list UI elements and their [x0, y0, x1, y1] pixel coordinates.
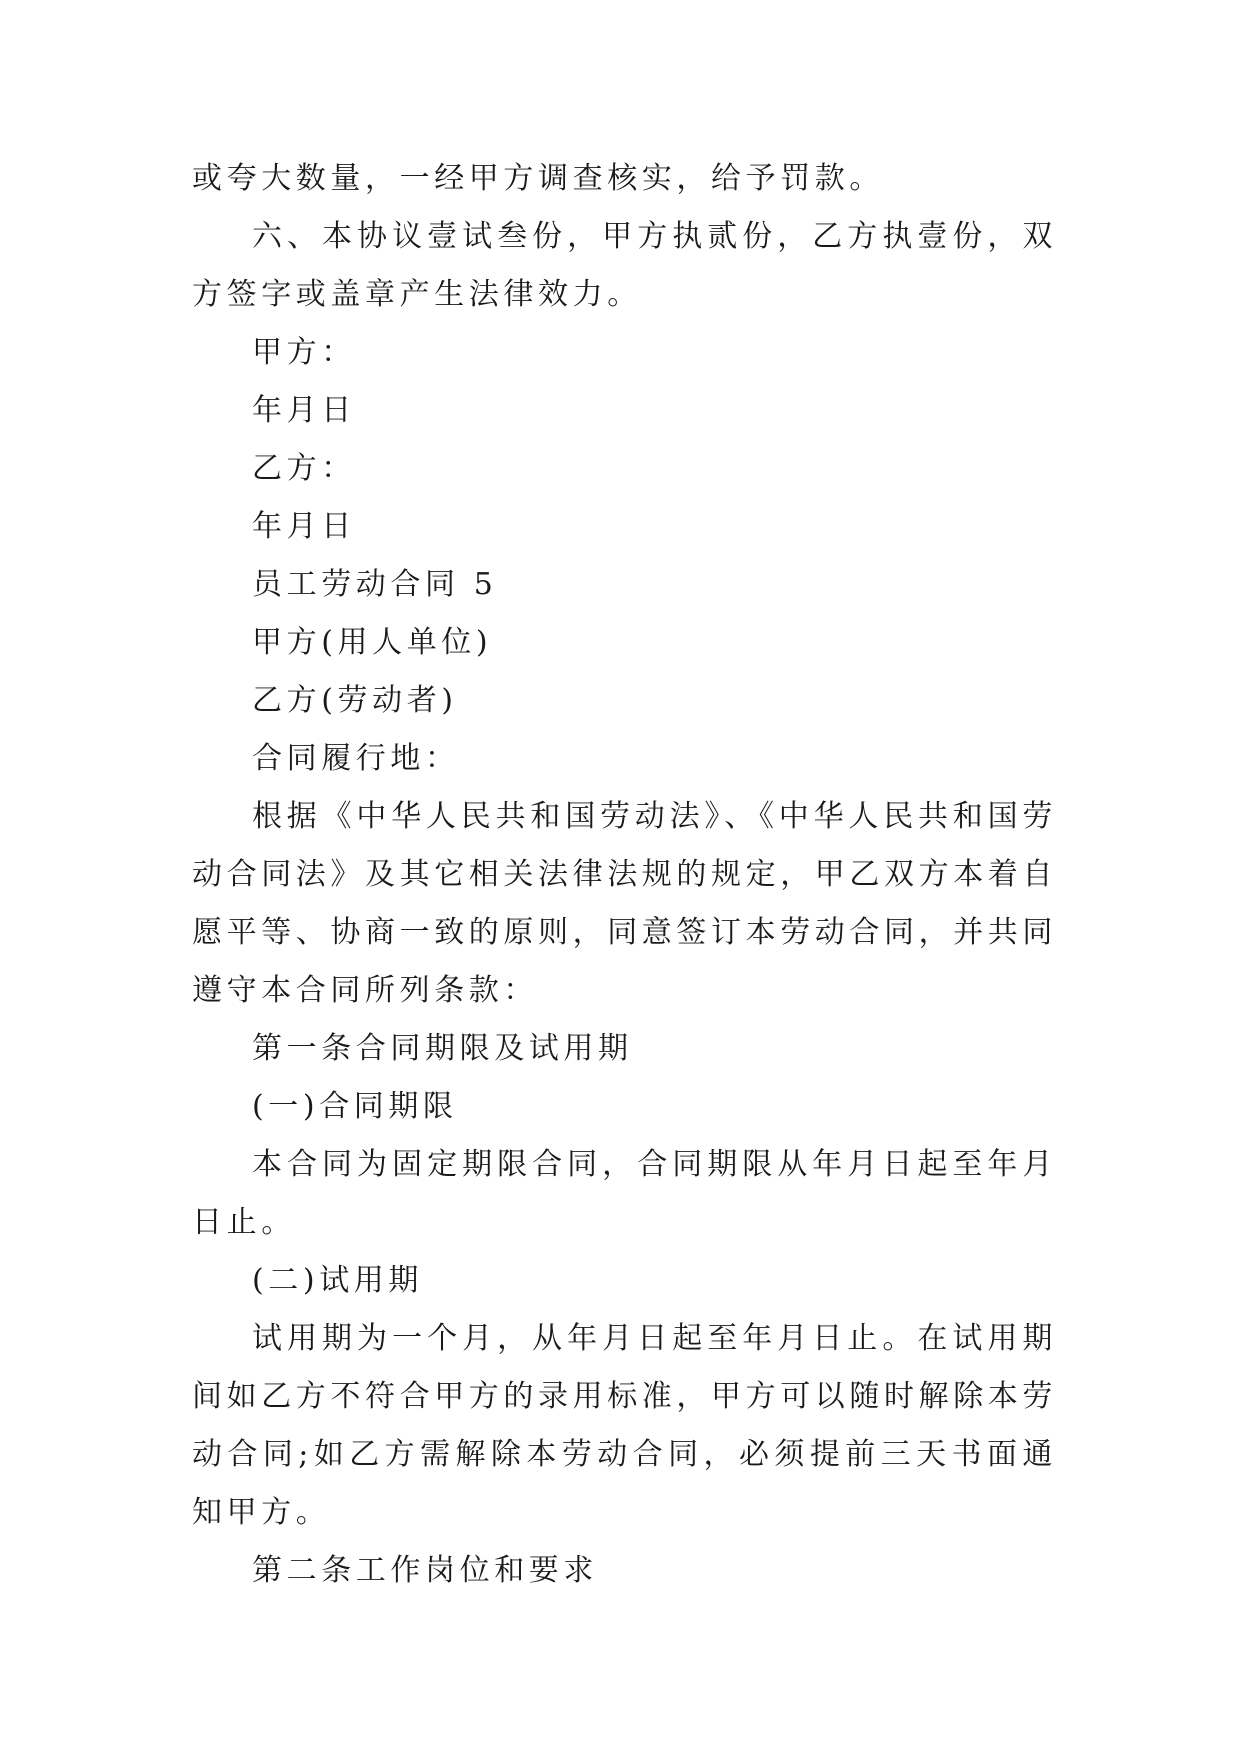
article-two-heading: 第二条工作岗位和要求 — [252, 1553, 598, 1588]
article-one-heading: 第一条合同期限及试用期 — [252, 1031, 633, 1066]
party-b-date-label: 年月日 — [252, 509, 356, 544]
paragraph-probation: 试用期为一个月，从年月日起至年月日止。在试用期间如乙方不符合甲方的录用标准，甲方可以随时解除本劳动合同;如乙方需解除本劳动合同，必须提前三天书面通知甲方。 — [192, 1321, 1057, 1530]
paragraph-clause-six: 六、本协议壹试叁份，甲方执贰份，乙方执壹份，双方签字或盖章产生法律效力。 — [192, 219, 1057, 312]
contract-title: 员工劳动合同 5 — [252, 567, 498, 602]
paragraph-contract-term: 本合同为固定期限合同，合同期限从年月日起至年月日止。 — [192, 1147, 1057, 1240]
section-probation-heading: (二)试用期 — [252, 1263, 424, 1298]
paragraph-legal-basis: 根据《中华人民共和国劳动法》、《中华人民共和国劳动合同法》及其它相关法律法规的规定，甲乙双方本着自愿平等、协商一致的原则，同意签订本劳动合同，并共同遵守本合同所列条款： — [192, 799, 1057, 1008]
party-a-date-label: 年月日 — [252, 393, 356, 428]
document-page — [192, 150, 1057, 1600]
paragraph-penalty-clause-end: 或夸大数量，一经甲方调查核实，给予罚款。 — [192, 161, 884, 196]
party-b-signature-label: 乙方： — [252, 451, 356, 486]
party-a-signature-label: 甲方： — [252, 335, 356, 370]
section-contract-term-heading: (一)合同期限 — [252, 1089, 458, 1124]
contract-location-label: 合同履行地： — [252, 741, 460, 776]
employee-label: 乙方(劳动者) — [252, 683, 458, 718]
employer-label: 甲方(用人单位) — [252, 625, 493, 660]
